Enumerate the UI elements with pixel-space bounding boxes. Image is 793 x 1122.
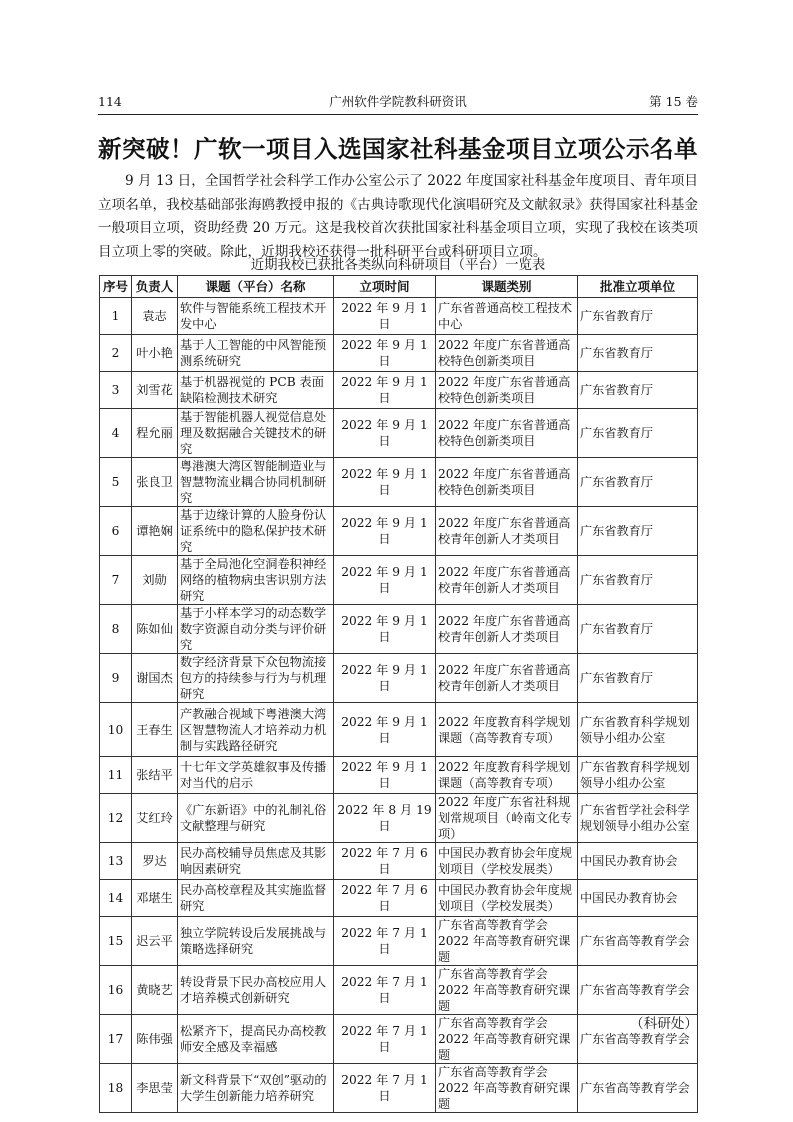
running-header [98, 92, 698, 114]
row-number: 11 [100, 757, 132, 794]
project-leader: 陈伟强 [132, 1015, 178, 1064]
row-number: 1 [100, 298, 132, 335]
project-title: 独立学院转设后发展挑战与策略选择研究 [178, 917, 334, 966]
approving-unit: 广东省高等教育学会 [578, 966, 698, 1015]
column-header: 批准立项单位 [578, 276, 698, 298]
table-row [100, 507, 698, 556]
approving-unit: 广东省教育厅 [578, 507, 698, 556]
row-number: 5 [100, 458, 132, 507]
table-body [100, 298, 698, 1113]
approving-unit: 广东省高等教育学会 [578, 1015, 698, 1064]
table-row [100, 556, 698, 605]
approval-date: 2022 年 9 月 1 日 [334, 507, 436, 556]
approval-date: 2022 年 9 月 1 日 [334, 409, 436, 458]
table-row [100, 880, 698, 917]
project-leader: 叶小艳 [132, 335, 178, 372]
table-row [100, 654, 698, 703]
project-leader: 袁志 [132, 298, 178, 335]
article-paragraph: 9 月 13 日，全国哲学社会科学工作办公室公示了 2022 年度国家社科基金年度项目、青年项目立项名单，我校基础部张海鸥教授申报的《古典诗歌现代化演唱研究及文献叙录》获得国家社科基金一般项目立项，资助经费 20 万元。这是我校首次获批国家社科基金项目立项，实现了我校在该类项目立项上零的突破。除此，近期我校还获得一批科研平台或科研项目立项。 [98, 173, 698, 260]
project-category: 2022 年度广东省社科规划常规项目（岭南文化专项） [436, 794, 578, 843]
project-title: 粤港澳大湾区智能制造业与智慧物流业耦合协同机制研究 [178, 458, 334, 507]
project-title: 基于全局池化空洞卷积神经网络的植物病虫害识别方法研究 [178, 556, 334, 605]
approving-unit: 中国民办教育协会 [578, 880, 698, 917]
approval-date: 2022 年 9 月 1 日 [334, 757, 436, 794]
project-category: 中国民办教育协会年度规划项目（学校发展类） [436, 843, 578, 880]
project-leader: 刘勋 [132, 556, 178, 605]
approving-unit: 广东省教育科学规划领导小组办公室 [578, 703, 698, 757]
project-category: 2022 年度广东省普通高校青年创新人才类项目 [436, 556, 578, 605]
row-number: 14 [100, 880, 132, 917]
row-number: 18 [100, 1064, 132, 1113]
table-row [100, 335, 698, 372]
row-number: 17 [100, 1015, 132, 1064]
table-row [100, 794, 698, 843]
project-leader: 谢国杰 [132, 654, 178, 703]
project-category: 2022 年度广东省普通高校青年创新人才类项目 [436, 654, 578, 703]
approving-unit: 广东省教育厅 [578, 298, 698, 335]
approving-unit: 中国民办教育协会 [578, 843, 698, 880]
approval-date: 2022 年 7 月 1 日 [334, 966, 436, 1015]
source-note: （科研处） [630, 1016, 698, 1032]
table-row [100, 409, 698, 458]
article-title: 新突破！广软一项目入选国家社科基金项目立项公示名单 [98, 135, 698, 163]
table-row [100, 458, 698, 507]
approval-date: 2022 年 9 月 1 日 [334, 703, 436, 757]
approving-unit: 广东省教育厅 [578, 654, 698, 703]
approving-unit: 广东省高等教育学会 [578, 1064, 698, 1113]
approval-date: 2022 年 7 月 1 日 [334, 917, 436, 966]
project-title: 软件与智能系统工程技术开发中心 [178, 298, 334, 335]
project-title: 《广东新语》中的礼制礼俗文献整理与研究 [178, 794, 334, 843]
column-header: 课题（平台）名称 [178, 276, 334, 298]
row-number: 15 [100, 917, 132, 966]
project-title: 民办高校辅导员焦虑及其影响因素研究 [178, 843, 334, 880]
row-number: 13 [100, 843, 132, 880]
approving-unit: 广东省教育厅 [578, 556, 698, 605]
project-title: 基于智能机器人视觉信息处理及数据融合关键技术的研究 [178, 409, 334, 458]
project-category: 广东省高等教育学会 2022 年高等教育研究课题 [436, 1064, 578, 1113]
project-leader: 罗达 [132, 843, 178, 880]
approving-unit: 广东省教育厅 [578, 458, 698, 507]
table-row [100, 757, 698, 794]
project-category: 2022 年度广东省普通高校特色创新类项目 [436, 458, 578, 507]
project-category: 广东省高等教育学会 2022 年高等教育研究课题 [436, 917, 578, 966]
project-category: 2022 年度广东省普通高校特色创新类项目 [436, 372, 578, 409]
approval-date: 2022 年 7 月 6 日 [334, 880, 436, 917]
approving-unit: 广东省教育厅 [578, 605, 698, 654]
project-category: 广东省高等教育学会 2022 年高等教育研究课题 [436, 1015, 578, 1064]
table-caption: 近期我校已获批各类纵向科研项目（平台）一览表 [250, 258, 546, 273]
approval-date: 2022 年 7 月 1 日 [334, 1015, 436, 1064]
row-number: 3 [100, 372, 132, 409]
project-leader: 程允丽 [132, 409, 178, 458]
project-title: 新文科背景下“双创”驱动的大学生创新能力培养研究 [178, 1064, 334, 1113]
project-category: 2022 年度教育科学规划课题（高等教育专项） [436, 703, 578, 757]
project-leader: 邓堪生 [132, 880, 178, 917]
project-category: 2022 年度广东省普通高校青年创新人才类项目 [436, 507, 578, 556]
project-title: 基于人工智能的中风智能预测系统研究 [178, 335, 334, 372]
page-number: 114 [98, 94, 122, 109]
approval-date: 2022 年 9 月 1 日 [334, 372, 436, 409]
row-number: 16 [100, 966, 132, 1015]
project-leader: 黄晓艺 [132, 966, 178, 1015]
project-title: 民办高校章程及其实施监督研究 [178, 880, 334, 917]
row-number: 2 [100, 335, 132, 372]
table-row [100, 605, 698, 654]
approval-date: 2022 年 9 月 1 日 [334, 335, 436, 372]
row-number: 4 [100, 409, 132, 458]
project-title: 数字经济背景下众包物流接包方的持续参与行为与机理研究 [178, 654, 334, 703]
project-leader: 张结平 [132, 757, 178, 794]
row-number: 6 [100, 507, 132, 556]
column-header: 课题类别 [436, 276, 578, 298]
project-title: 基于小样本学习的动态数学数字资源自动分类与评价研究 [178, 605, 334, 654]
column-header: 序号 [100, 276, 132, 298]
project-title: 转设背景下民办高校应用人才培养模式创新研究 [178, 966, 334, 1015]
project-title: 十七年文学英雄叙事及传播对当代的启示 [178, 757, 334, 794]
approval-date: 2022 年 7 月 1 日 [334, 1064, 436, 1113]
project-category: 中国民办教育协会年度规划项目（学校发展类） [436, 880, 578, 917]
table-row [100, 1064, 698, 1113]
approval-date: 2022 年 9 月 1 日 [334, 556, 436, 605]
table-row [100, 843, 698, 880]
approving-unit: 广东省教育厅 [578, 372, 698, 409]
approving-unit: 广东省教育科学规划领导小组办公室 [578, 757, 698, 794]
approval-date: 2022 年 7 月 6 日 [334, 843, 436, 880]
header-rule [98, 114, 698, 115]
project-category: 2022 年度教育科学规划课题（高等教育专项） [436, 757, 578, 794]
table-row [100, 966, 698, 1015]
row-number: 9 [100, 654, 132, 703]
project-category: 广东省高等教育学会 2022 年高等教育研究课题 [436, 966, 578, 1015]
projects-table [99, 275, 698, 1113]
table-row [100, 1015, 698, 1064]
approving-unit: 广东省教育厅 [578, 409, 698, 458]
approving-unit: 广东省高等教育学会 [578, 917, 698, 966]
table-row [100, 917, 698, 966]
project-leader: 陈如仙 [132, 605, 178, 654]
project-leader: 刘雪花 [132, 372, 178, 409]
approval-date: 2022 年 8 月 19 日 [334, 794, 436, 843]
project-category: 2022 年度广东省普通高校特色创新类项目 [436, 409, 578, 458]
project-leader: 艾红玲 [132, 794, 178, 843]
project-leader: 王春生 [132, 703, 178, 757]
row-number: 12 [100, 794, 132, 843]
project-category: 2022 年度广东省普通高校特色创新类项目 [436, 335, 578, 372]
row-number: 7 [100, 556, 132, 605]
table-row [100, 372, 698, 409]
project-leader: 谭艳娴 [132, 507, 178, 556]
approval-date: 2022 年 9 月 1 日 [334, 458, 436, 507]
project-category: 2022 年度广东省普通高校青年创新人才类项目 [436, 605, 578, 654]
table-header-row [100, 276, 698, 298]
project-title: 松紧齐下，提高民办高校教师安全感及幸福感 [178, 1015, 334, 1064]
project-leader: 迟云平 [132, 917, 178, 966]
column-header: 立项时间 [334, 276, 436, 298]
volume-label: 第 15 卷 [649, 94, 698, 109]
approving-unit: 广东省哲学社会科学规划领导小组办公室 [578, 794, 698, 843]
row-number: 10 [100, 703, 132, 757]
table-row [100, 298, 698, 335]
project-title: 基于边缘计算的人脸身份认证系统中的隐私保护技术研究 [178, 507, 334, 556]
project-leader: 李思莹 [132, 1064, 178, 1113]
row-number: 8 [100, 605, 132, 654]
column-header: 负责人 [132, 276, 178, 298]
approval-date: 2022 年 9 月 1 日 [334, 654, 436, 703]
journal-name: 广州软件学院教科研资讯 [329, 94, 467, 109]
project-title: 产教融合视域下粤港澳大湾区智慧物流人才培养动力机制与实践路径研究 [178, 703, 334, 757]
project-category: 广东省普通高校工程技术中心 [436, 298, 578, 335]
table-row [100, 703, 698, 757]
project-title: 基于机器视觉的 PCB 表面缺陷检测技术研究 [178, 372, 334, 409]
approval-date: 2022 年 9 月 1 日 [334, 298, 436, 335]
approving-unit: 广东省教育厅 [578, 335, 698, 372]
project-leader: 张良卫 [132, 458, 178, 507]
approval-date: 2022 年 9 月 1 日 [334, 605, 436, 654]
